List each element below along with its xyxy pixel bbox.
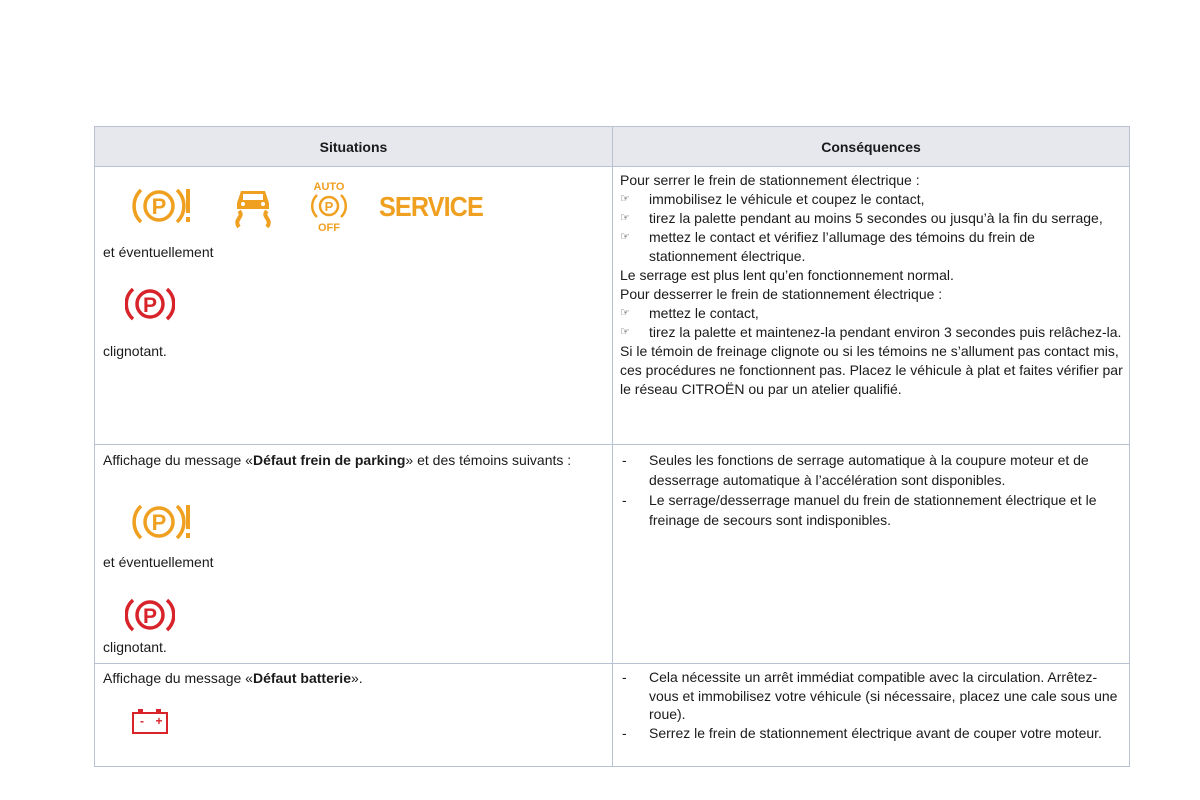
pointer-icon: ☞ [620,307,630,319]
consequences-text [620,668,1125,742]
fault-message-text: Affichage du message «Défaut frein de parking» et des témoins suivants : [103,452,572,468]
svg-text:AUTO: AUTO [313,181,345,193]
pointer-icon: ☞ [620,326,630,338]
column-divider [612,127,613,766]
parking-brake-warning-icon [131,185,193,227]
parking-brake-red-icon [125,595,175,635]
consequences-text [620,450,1120,530]
list-item: - Seules les fonctions de serrage automatique à la coupure moteur et de desserrage automatique à l’accélération sont disponibles. [622,452,1089,488]
header-situations: Situations [319,139,388,155]
svg-text:P: P [142,605,158,628]
and-possibly-text: et éventuellement [103,244,214,260]
parking-brake-red-icon [125,284,175,324]
parking-brake-warning-icon [131,501,193,543]
svg-text:OFF: OFF [318,222,340,233]
list-item: - Serrez le frein de stationnement électrique avant de couper votre moteur. [622,724,1102,741]
pointer-icon: ☞ [620,193,630,205]
situations-table [94,126,1130,767]
list-item: - Le serrage/desserrage manuel du frein de stationnement électrique et le freinage de secours sont indisponibles. [622,492,1097,528]
warning-note: Si le témoin de freinage clignote ou si les témoins ne s’allument pas contact mis, ces procédures ne fonctionnent pas. Placez le véhicule à plat et faites vérifier par le réseau CITROËN ou par un atelier qualifié. [620,343,1123,397]
header-consequences: Conséquences [821,139,921,155]
battery-icon [131,708,171,736]
svg-text:P: P [151,194,167,219]
svg-text:P: P [142,294,158,317]
slower-note: Le serrage est plus lent qu’en fonctionnement normal. [620,267,954,283]
consequences-text [620,171,1125,399]
svg-text:+: + [155,714,163,728]
release-intro: Pour desserrer le frein de stationnement électrique : [620,286,943,302]
auto-off-parking-icon [307,179,351,233]
service-icon: SERVICE [379,191,483,222]
blinking-text: clignotant. [103,639,167,655]
list-item: ☞ tirez la palette et maintenez-la pendant environ 3 secondes puis relâchez-la. [620,324,1122,340]
apply-intro: Pour serrer le frein de stationnement électrique : [620,172,920,188]
list-item: ☞ mettez le contact et vérifiez l’allumage des témoins du frein de stationnement électrique. [620,229,1035,264]
svg-text:P: P [324,199,334,214]
list-item: ☞ immobilisez le véhicule et coupez le contact, [620,191,925,207]
list-item: ☞ tirez la palette pendant au moins 5 secondes ou jusqu’à la fin du serrage, [620,210,1103,226]
pointer-icon: ☞ [620,231,630,243]
pointer-icon: ☞ [620,212,630,224]
and-possibly-text: et éventuellement [103,554,214,570]
svg-text:P: P [151,510,167,535]
skid-traction-icon [231,183,275,229]
blinking-text: clignotant. [103,343,167,359]
list-item: - Cela nécessite un arrêt immédiat compatible avec la circulation. Arrêtez-vous et immobilisez votre véhicule (si nécessaire, placez une cale sous une roue). [622,669,1118,722]
battery-message-text: Affichage du message «Défaut batterie». [103,670,363,686]
list-item: ☞ mettez le contact, [620,305,759,321]
svg-text:-: - [140,714,144,728]
